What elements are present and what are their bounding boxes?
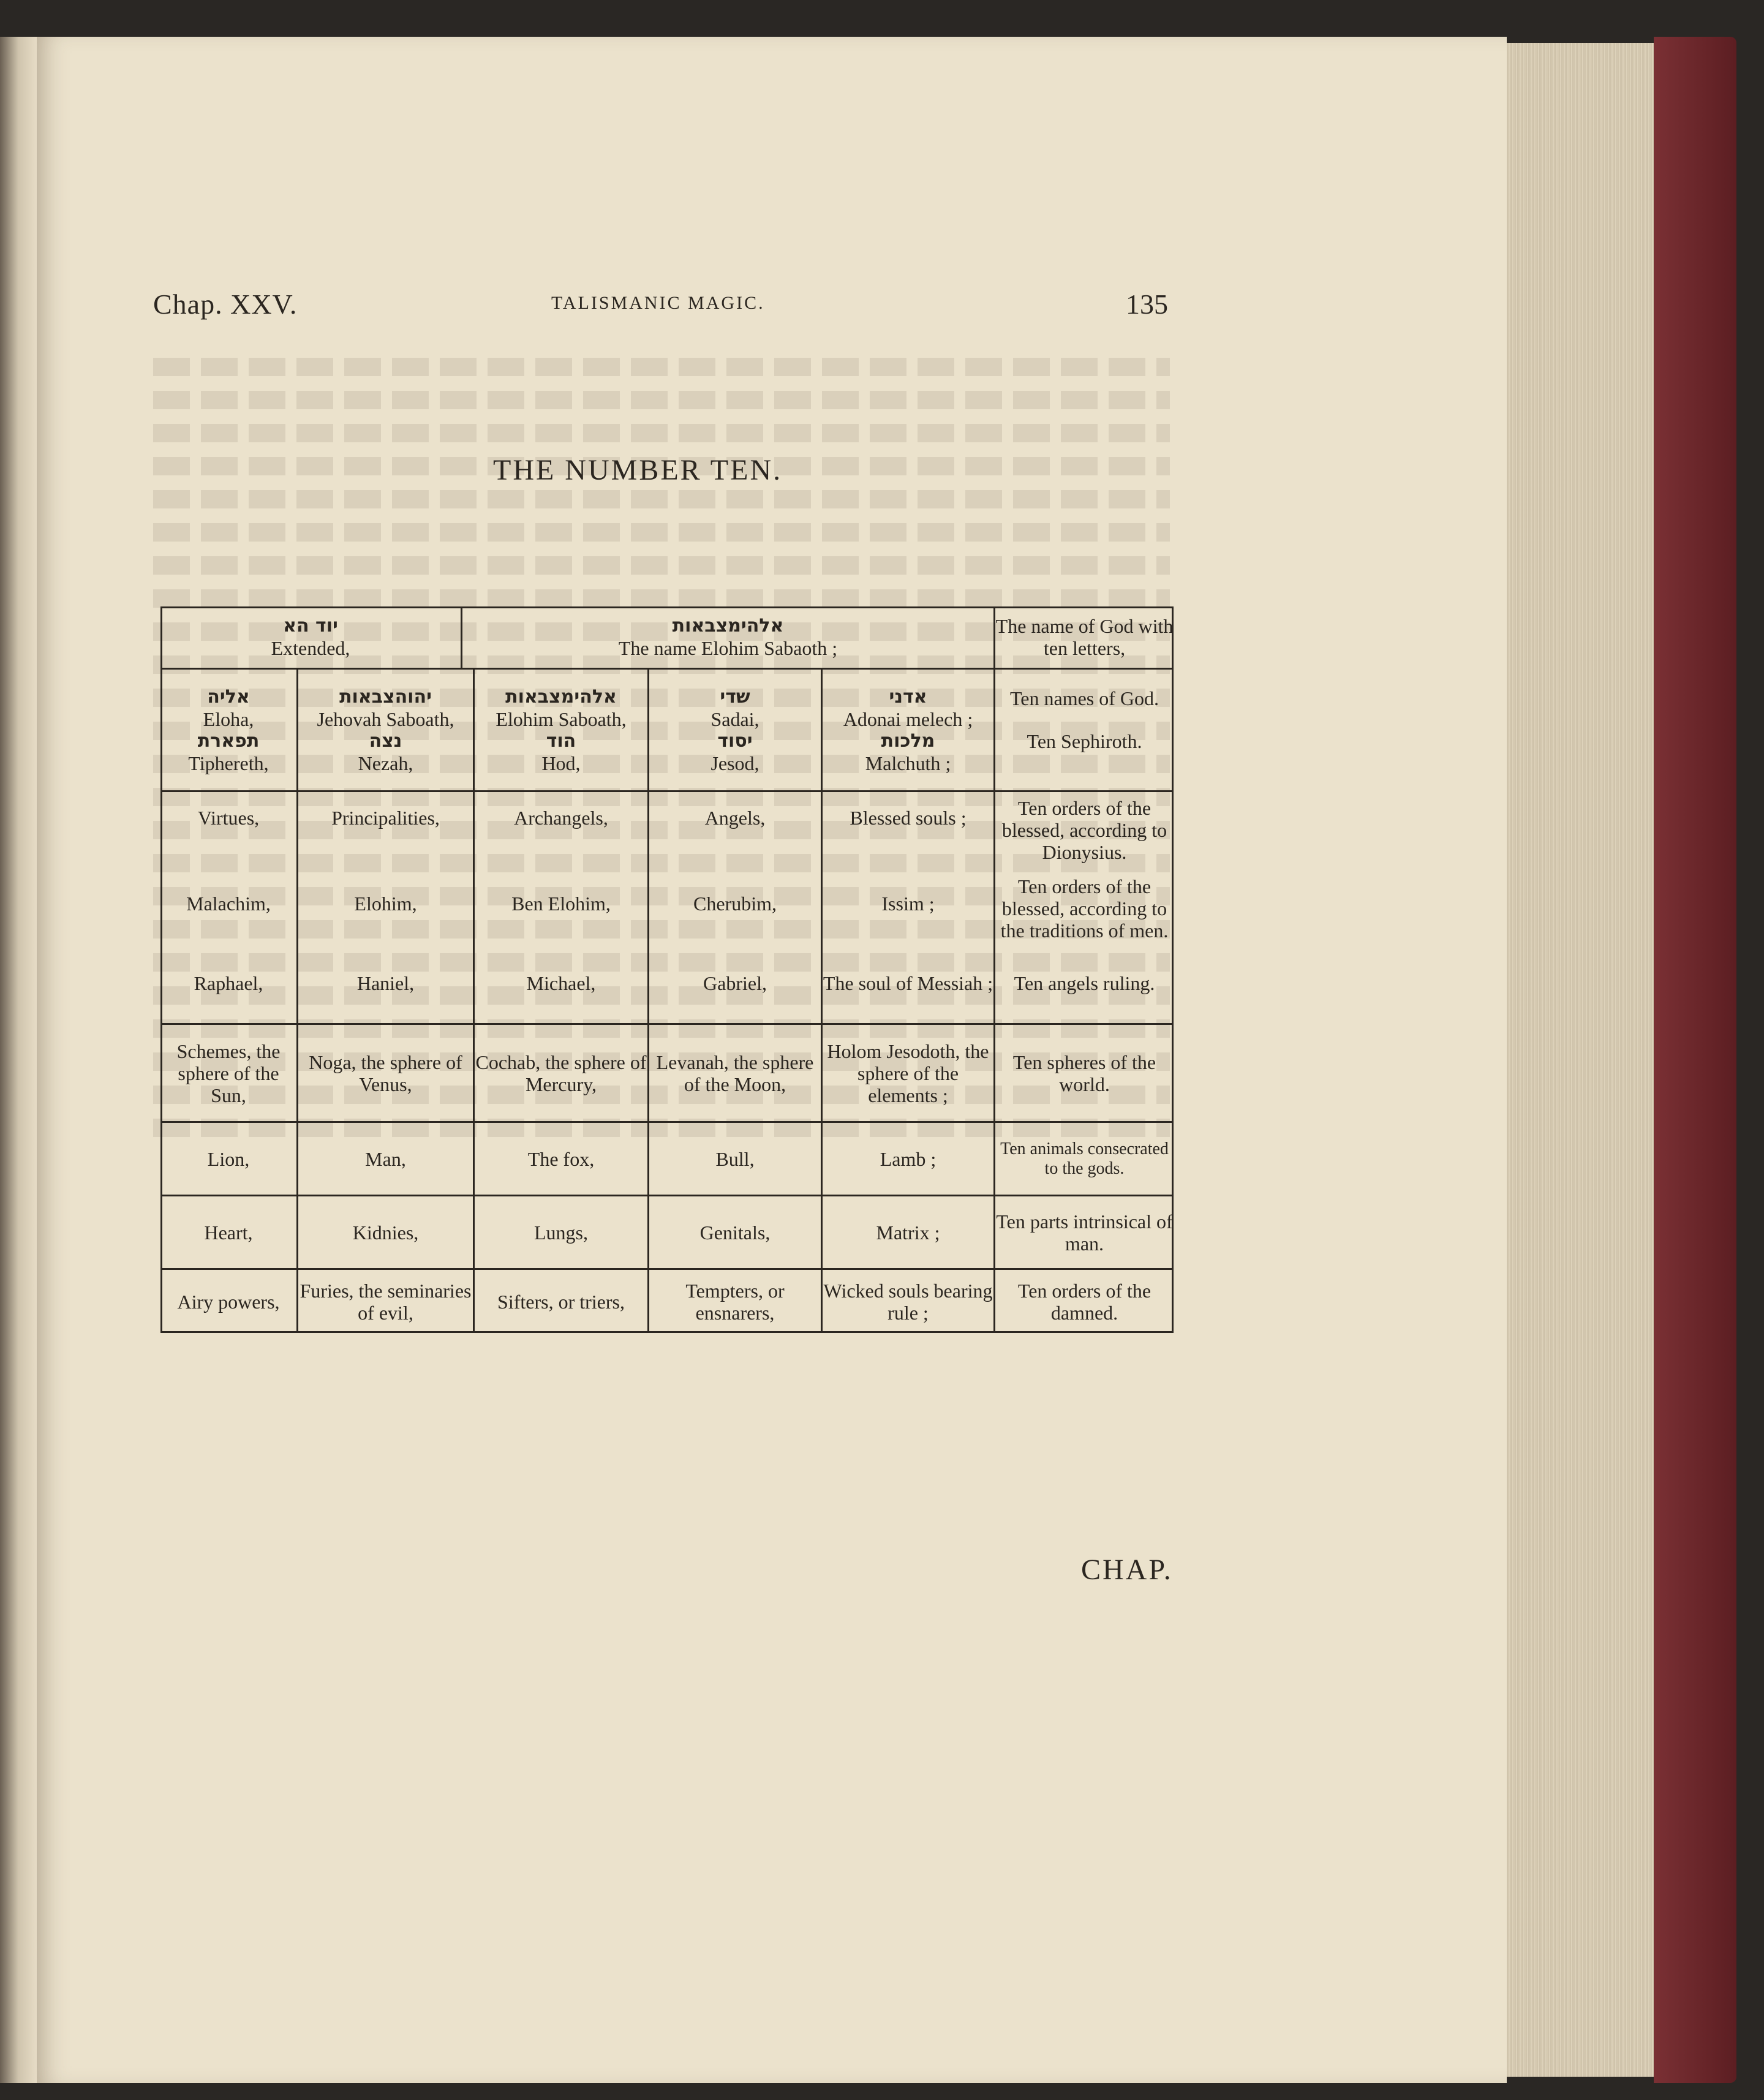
- hebrew-text: שדי: [720, 686, 750, 708]
- cell-text: Lungs,: [534, 1221, 588, 1244]
- hebrew-text: יוד הא: [283, 615, 338, 636]
- name-cell: [649, 670, 821, 790]
- cell-text: Ten parts intrinsical of man.: [996, 1210, 1173, 1255]
- label-cell: [995, 1270, 1174, 1333]
- label-cell: [995, 959, 1174, 1008]
- tradition-cell: [475, 888, 647, 919]
- cell-text: Ten animals consecrated to the gods.: [1000, 1139, 1169, 1178]
- cell-text: Hod,: [541, 752, 581, 774]
- animal-cell: [649, 1123, 821, 1195]
- cell-text: The fox,: [527, 1147, 595, 1170]
- cell-text: Wicked souls bearing rule ;: [823, 1279, 993, 1324]
- cell-text: Ten orders of the blessed, according to the traditions of men.: [1000, 875, 1169, 942]
- hebrew-text: נצה: [369, 730, 402, 752]
- hebrew-text: הוד: [546, 730, 576, 752]
- page-number: 135: [1126, 289, 1168, 320]
- tradition-cell: [823, 888, 993, 919]
- cell-text: Blessed souls ;: [850, 807, 967, 829]
- page-edges: [1507, 43, 1663, 2077]
- body-part-cell: [649, 1196, 821, 1268]
- cell-text: Ben Elohim,: [511, 893, 611, 915]
- hebrew-text: יסוד: [717, 730, 753, 752]
- damned-cell: [649, 1270, 821, 1333]
- cell-text: Principalities,: [331, 807, 440, 829]
- order-cell: [160, 803, 296, 833]
- cell-text: Raphael,: [194, 972, 263, 994]
- animal-cell: [298, 1123, 473, 1195]
- cell-text: Ten spheres of the world.: [1012, 1051, 1156, 1095]
- cell-text: Genitals,: [699, 1221, 771, 1244]
- label-cell: [995, 674, 1174, 723]
- page-title: THE NUMBER TEN.: [493, 454, 783, 486]
- order-cell: [475, 803, 647, 833]
- name-cell: [475, 670, 647, 790]
- angel-cell: [298, 959, 473, 1008]
- extended-name-cell: [160, 606, 461, 668]
- cell-text: Malachim,: [186, 893, 271, 915]
- cell-text: Extended,: [271, 637, 350, 659]
- cell-text: Ten orders of the damned.: [1017, 1279, 1152, 1324]
- book-cover-edge: [1654, 37, 1736, 2083]
- body-part-cell: [298, 1196, 473, 1268]
- cell-text: Levanah, the sphere of the Moon,: [656, 1051, 814, 1095]
- cell-text: Sifters, or triers,: [497, 1290, 625, 1313]
- animal-cell: [823, 1123, 993, 1195]
- body-part-cell: [160, 1196, 296, 1268]
- order-cell: [823, 803, 993, 833]
- running-title: TALISMANIC MAGIC.: [551, 293, 765, 313]
- cell-text: Eloha,: [203, 708, 254, 730]
- hebrew-text: אדני: [889, 686, 927, 708]
- hebrew-text: יהוהצבאות: [339, 686, 432, 708]
- cell-text: Man,: [365, 1147, 406, 1170]
- body-part-cell: [823, 1196, 993, 1268]
- order-cell: [298, 803, 473, 833]
- cell-text: The soul of Messiah ;: [823, 972, 993, 994]
- cell-text: Heart,: [204, 1221, 253, 1244]
- cell-text: Elohim,: [354, 893, 417, 915]
- cell-text: Nezah,: [358, 752, 413, 774]
- hebrew-text: מלכות: [881, 730, 935, 752]
- cell-text: Tempters, or ensnarers,: [685, 1279, 785, 1324]
- order-cell: [649, 803, 821, 833]
- cell-text: Archangels,: [514, 807, 608, 829]
- cell-text: Ten angels ruling.: [1014, 972, 1155, 994]
- label-cell: [995, 864, 1174, 953]
- chapter-heading: Chap. XXV.: [153, 289, 298, 320]
- animal-cell: [475, 1123, 647, 1195]
- cell-text: Cherubim,: [693, 893, 777, 915]
- angel-cell: [475, 959, 647, 1008]
- sphere-cell: [298, 1025, 473, 1121]
- cell-text: Ten Sephiroth.: [1027, 730, 1142, 752]
- cell-text: Jehovah Saboath,: [317, 708, 454, 730]
- cell-text: Adonai melech ;: [843, 708, 973, 730]
- damned-cell: [823, 1270, 993, 1333]
- label-cell: [995, 1025, 1174, 1121]
- cell-text: Lamb ;: [880, 1147, 937, 1170]
- elohim-sabaoth-cell: [462, 606, 993, 668]
- cell-text: Noga, the sphere of Venus,: [309, 1051, 462, 1095]
- hebrew-text: אליה: [207, 686, 250, 708]
- label-cell: [995, 723, 1174, 760]
- label-cell: [995, 1196, 1174, 1268]
- damned-cell: [298, 1270, 473, 1333]
- cell-text: The name Elohim Sabaoth ;: [618, 637, 838, 659]
- cell-text: Malchuth ;: [865, 752, 951, 774]
- cell-text: Elohim Saboath,: [496, 708, 627, 730]
- cell-text: Ten names of God.: [1009, 687, 1159, 709]
- cell-text: Cochab, the sphere of Mercury,: [475, 1051, 647, 1095]
- angel-cell: [160, 959, 296, 1008]
- cell-text: Sadai,: [710, 708, 760, 730]
- cell-text: Ten orders of the blessed, according to Dionysius.: [1001, 797, 1167, 863]
- hebrew-text: אלהימצבאות: [505, 686, 617, 708]
- cell-text: Bull,: [715, 1147, 755, 1170]
- label-cell: [995, 606, 1174, 668]
- sphere-cell: [160, 1025, 296, 1121]
- cell-text: Angels,: [704, 807, 766, 829]
- label-cell: [995, 1123, 1174, 1195]
- name-cell: [298, 670, 473, 790]
- cell-text: Jesod,: [710, 752, 760, 774]
- cell-text: The name of God with ten letters,: [995, 615, 1174, 659]
- catchword: CHAP.: [1081, 1554, 1173, 1586]
- left-page-edge: [0, 37, 37, 2083]
- cell-text: Holom Jesodoth, the sphere of the elements ;: [827, 1040, 989, 1106]
- sphere-cell: [649, 1025, 821, 1121]
- damned-cell: [475, 1270, 647, 1333]
- number-ten-table: [160, 606, 1174, 1333]
- cell-text: Matrix ;: [876, 1221, 940, 1244]
- damned-cell: [160, 1270, 296, 1333]
- name-cell: [160, 670, 296, 790]
- sphere-cell: [823, 1025, 993, 1121]
- hebrew-text: אלהימצבאות: [672, 615, 784, 636]
- name-cell: [823, 670, 993, 790]
- angel-cell: [649, 959, 821, 1008]
- animal-cell: [160, 1123, 296, 1195]
- tradition-cell: [298, 888, 473, 919]
- cell-text: Haniel,: [356, 972, 415, 994]
- cell-text: Gabriel,: [703, 972, 767, 994]
- cell-text: Virtues,: [197, 807, 260, 829]
- cell-text: Furies, the seminaries of evil,: [300, 1279, 472, 1324]
- cell-text: Lion,: [207, 1147, 250, 1170]
- hebrew-text: תפארת: [197, 730, 260, 752]
- body-part-cell: [475, 1196, 647, 1268]
- tradition-cell: [160, 888, 296, 919]
- cell-text: Michael,: [526, 972, 596, 994]
- cell-text: Kidnies,: [352, 1221, 419, 1244]
- sphere-cell: [475, 1025, 647, 1121]
- cell-text: Airy powers,: [177, 1290, 280, 1313]
- angel-cell: [823, 953, 993, 1014]
- tradition-cell: [649, 888, 821, 919]
- label-cell: [995, 796, 1174, 864]
- cell-text: Tiphereth,: [188, 752, 269, 774]
- cell-text: Schemes, the sphere of the Sun,: [176, 1040, 281, 1106]
- row-rule: [160, 790, 1174, 792]
- cell-text: Issim ;: [881, 893, 935, 915]
